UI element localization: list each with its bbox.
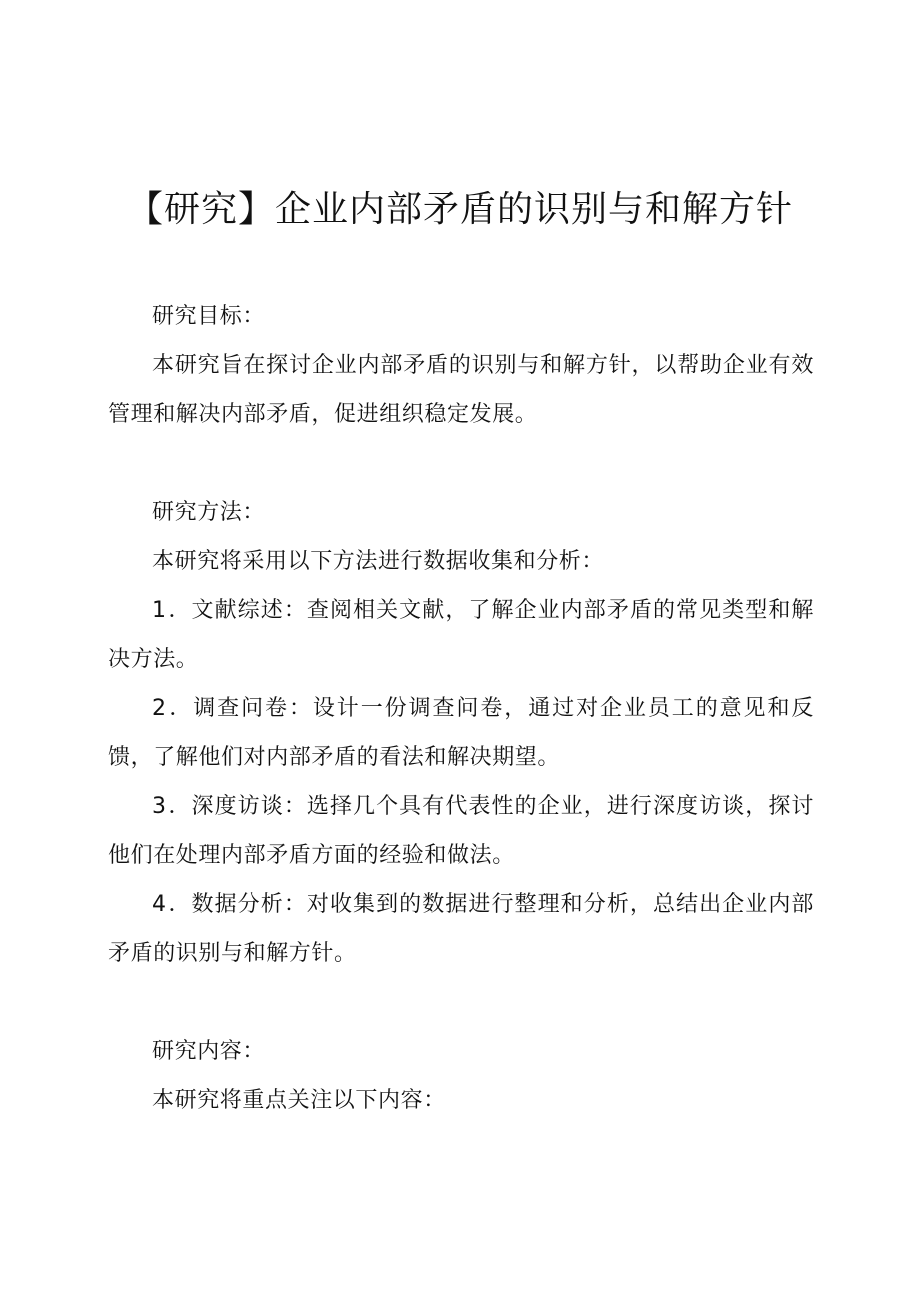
section-spacer	[108, 978, 814, 1027]
method-item-number: 2	[152, 696, 168, 721]
objective-heading: 研究目标：	[152, 304, 266, 329]
method-intro: 本研究将采用以下方法进行数据收集和分析：	[152, 549, 605, 574]
content-intro: 本研究将重点关注以下内容：	[152, 1088, 446, 1113]
method-item-number: 4	[152, 892, 168, 917]
method-item-3	[108, 782, 814, 880]
section-spacer	[108, 439, 814, 488]
method-item-text: ．深度访谈：选择几个具有代表性的企业，进行深度访谈，探讨他们在处理内部矛盾方面的经验和做法。	[108, 794, 814, 868]
method-item-number: 3	[152, 794, 168, 819]
document-title: 【研究】企业内部矛盾的识别与和解方针	[126, 189, 793, 230]
method-item-text: ．数据分析：对收集到的数据进行整理和分析，总结出企业内部矛盾的识别与和解方针。	[108, 892, 814, 966]
method-item-1	[108, 586, 814, 684]
objective-paragraph: 本研究旨在探讨企业内部矛盾的识别与和解方针，以帮助企业有效管理和解决内部矛盾，促进组织稳定发展。	[108, 353, 814, 427]
method-item-text: ．文献综述：查阅相关文献，了解企业内部矛盾的常见类型和解决方法。	[108, 598, 814, 672]
method-heading: 研究方法：	[152, 500, 266, 525]
document-body	[108, 292, 814, 1125]
method-item-text: ．调查问卷：设计一份调查问卷，通过对企业员工的意见和反馈，了解他们对内部矛盾的看法和解决期望。	[108, 696, 814, 770]
content-heading: 研究内容：	[152, 1039, 266, 1064]
method-item-number: 1	[152, 598, 168, 623]
method-item-4	[108, 880, 814, 978]
method-item-2	[108, 684, 814, 782]
